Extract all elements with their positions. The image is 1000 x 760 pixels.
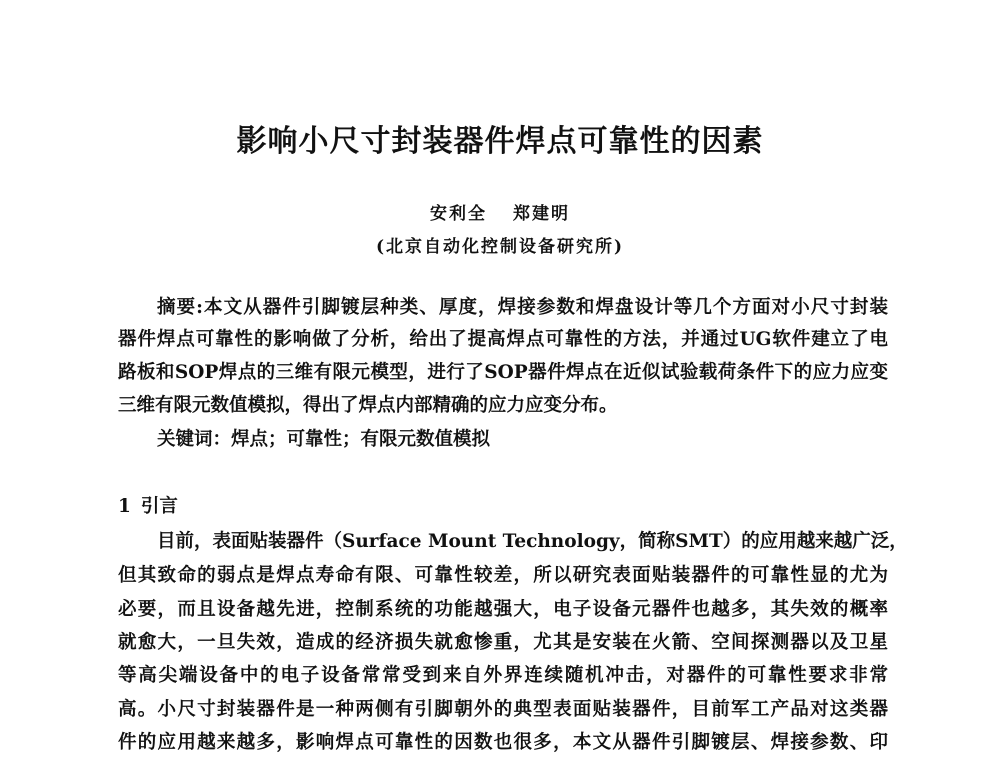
paper-title: 影响小尺寸封装器件焊点可靠性的因素 [236, 124, 764, 159]
author-affiliation: (北京自动化控制设备研究所) [375, 237, 625, 257]
section-number: 1 [118, 496, 131, 517]
body-line: 等高尖端设备中的电子设备常常受到来自外界连续随机冲击，对器件的可靠性要求非常 [118, 665, 888, 686]
abstract-line: 路板和SOP焊点的三维有限元模型，进行了SOP器件焊点在近似试验载荷条件下的应力应变 [118, 362, 888, 383]
author-list [0, 199, 1000, 224]
abstract-line: 摘要:本文从器件引脚镀层种类、厚度，焊接参数和焊盘设计等几个方面对小尺寸封装 [157, 297, 888, 318]
body-line: 必要，而且设备越先进，控制系统的功能越强大，电子设备元器件也越多，其失效的概率 [118, 599, 888, 620]
section-heading [118, 495, 178, 519]
section-title: 引言 [140, 496, 178, 517]
abstract-line: 三维有限元数值模拟，得出了焊点内部精确的应力应变分布。 [118, 395, 618, 416]
body-line: 就愈大，一旦失效，造成的经济损失就愈惨重，尤其是安装在火箭、空间探测器以及卫星 [118, 632, 888, 653]
author-name: 郑建明 [513, 204, 570, 224]
body-line: 件的应用越来越多，影响焊点可靠性的因数也很多，本文从器件引脚镀层、焊接参数、印 [118, 732, 888, 753]
author-name: 安利全 [430, 204, 487, 224]
body-line: 但其致命的弱点是焊点寿命有限、可靠性较差，所以研究表面贴装器件的可靠性显的尤为 [118, 565, 888, 586]
abstract-line: 器件焊点可靠性的影响做了分析，给出了提高焊点可靠性的方法，并通过UG软件建立了电 [118, 329, 888, 350]
keywords-line: 关键词：焊点；可靠性；有限元数值模拟 [157, 429, 491, 450]
body-line: 高。小尺寸封装器件是一种两侧有引脚朝外的典型表面贴装器件，目前军工产品对这类器 [118, 699, 888, 720]
body-line: 目前，表面贴装器件（Surface Mount Technology，简称SMT）的应用越来越广泛， [157, 531, 908, 552]
